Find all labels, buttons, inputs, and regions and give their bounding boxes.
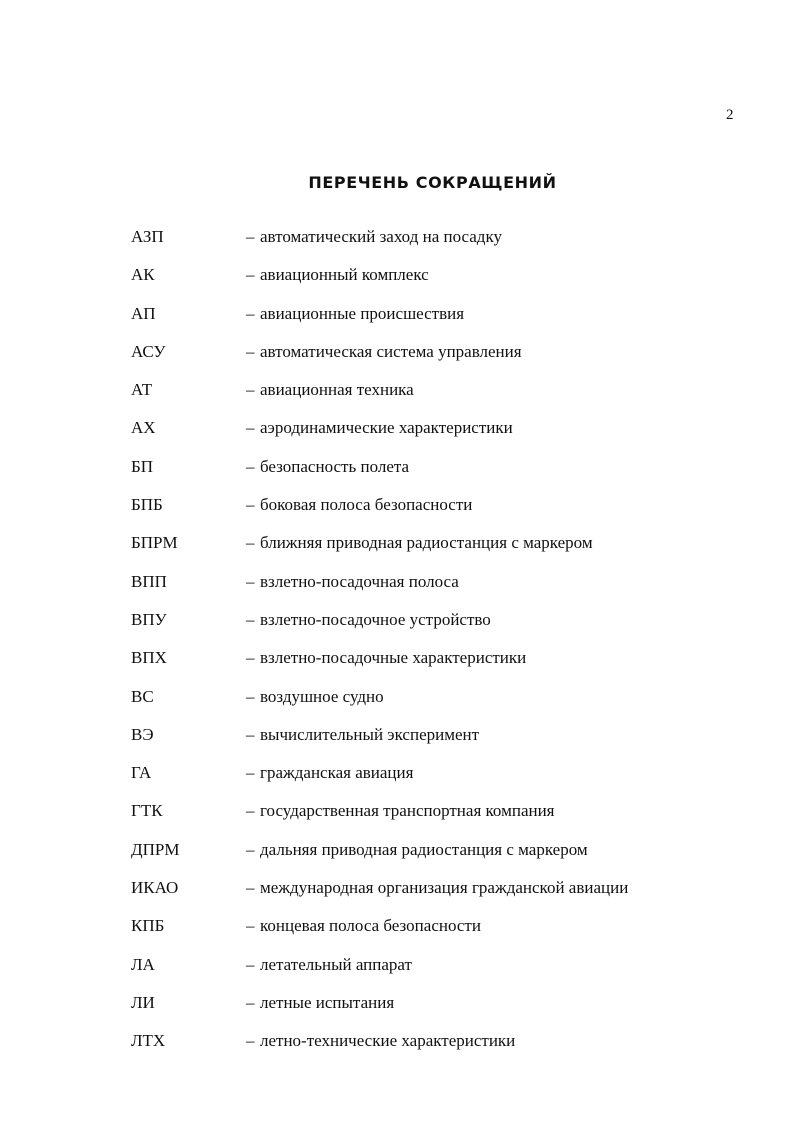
abbreviation-term: АК xyxy=(131,265,155,285)
abbreviation-row xyxy=(0,758,793,796)
abbreviation-term: ИКАО xyxy=(131,878,179,898)
abbreviation-term: ЛА xyxy=(131,954,155,974)
abbreviation-term: КПБ xyxy=(131,916,165,936)
abbreviation-definition: аэродинамические характеристики xyxy=(260,418,513,438)
abbreviation-dash: – xyxy=(246,801,255,821)
abbreviation-dash: – xyxy=(246,380,255,400)
abbreviation-term: БПБ xyxy=(131,495,163,515)
abbreviation-definition: летные испытания xyxy=(260,992,395,1012)
abbreviation-definition: авиационный комплекс xyxy=(260,265,429,285)
abbreviation-row xyxy=(0,260,793,298)
abbreviation-row xyxy=(0,528,793,566)
abbreviation-dash: – xyxy=(246,992,255,1012)
page-title: ПЕРЕЧЕНЬ СОКРАЩЕНИЙ xyxy=(308,173,557,192)
abbreviation-row xyxy=(0,452,793,490)
abbreviation-row xyxy=(0,490,793,528)
abbreviation-definition: летательный аппарат xyxy=(260,954,412,974)
abbreviation-row xyxy=(0,835,793,873)
abbreviation-term: АТ xyxy=(131,380,153,400)
abbreviation-row xyxy=(0,413,793,451)
abbreviation-row xyxy=(0,988,793,1026)
abbreviation-dash: – xyxy=(246,495,255,515)
abbreviation-term: АЗП xyxy=(131,227,164,246)
abbreviation-definition: авиационные происшествия xyxy=(260,303,465,323)
abbreviation-dash: – xyxy=(246,303,255,323)
abbreviation-term: ДПРМ xyxy=(131,839,180,859)
abbreviation-row xyxy=(0,222,793,260)
abbreviation-dash: – xyxy=(246,533,255,553)
abbreviation-row xyxy=(0,911,793,949)
abbreviation-row xyxy=(0,299,793,337)
abbreviation-definition: ближняя приводная радиостанция с маркером xyxy=(260,533,593,553)
abbreviation-dash: – xyxy=(246,648,255,668)
abbreviation-row xyxy=(0,337,793,375)
abbreviation-dash: – xyxy=(246,954,255,974)
abbreviation-term: ГА xyxy=(131,763,152,783)
abbreviation-row xyxy=(0,567,793,605)
abbreviation-definition: боковая полоса безопасности xyxy=(260,495,473,515)
abbreviation-term: ВПУ xyxy=(131,609,167,629)
abbreviation-dash: – xyxy=(246,1031,255,1051)
abbreviation-row xyxy=(0,1026,793,1064)
abbreviation-list xyxy=(0,222,793,1065)
abbreviation-dash: – xyxy=(246,456,255,476)
abbreviation-dash: – xyxy=(246,916,255,936)
abbreviation-definition: международная организация гражданской авиации xyxy=(260,878,629,898)
abbreviation-row xyxy=(0,643,793,681)
abbreviation-dash: – xyxy=(246,878,255,898)
abbreviation-term: АСУ xyxy=(131,341,166,361)
abbreviation-row xyxy=(0,375,793,413)
abbreviation-row xyxy=(0,720,793,758)
abbreviation-definition: взлетно-посадочное устройство xyxy=(260,609,491,629)
abbreviation-term: АХ xyxy=(131,418,156,438)
abbreviation-dash: – xyxy=(246,763,255,783)
abbreviation-row xyxy=(0,605,793,643)
abbreviation-dash: – xyxy=(246,609,255,629)
abbreviation-definition: автоматическая система управления xyxy=(260,341,522,361)
abbreviation-term: ЛИ xyxy=(131,992,155,1012)
abbreviation-term: БПРМ xyxy=(131,533,178,553)
abbreviation-dash: – xyxy=(246,686,255,706)
abbreviation-dash: – xyxy=(246,571,255,591)
abbreviation-term: ВПХ xyxy=(131,648,167,668)
abbreviation-definition: концевая полоса безопасности xyxy=(260,916,481,936)
abbreviation-definition: безопасность полета xyxy=(260,456,410,476)
abbreviation-dash: – xyxy=(246,839,255,859)
abbreviation-dash: – xyxy=(246,265,255,285)
abbreviation-row xyxy=(0,796,793,834)
abbreviation-row xyxy=(0,873,793,911)
abbreviation-term: ЛТХ xyxy=(131,1031,166,1051)
abbreviation-row xyxy=(0,682,793,720)
abbreviation-term: БП xyxy=(131,456,154,476)
abbreviation-row xyxy=(0,950,793,988)
abbreviation-definition: гражданская авиация xyxy=(260,763,414,783)
abbreviation-definition: государственная транспортная компания xyxy=(260,801,555,821)
abbreviation-term: ВЭ xyxy=(131,724,154,744)
abbreviation-dash: – xyxy=(246,418,255,438)
abbreviation-term: ВПП xyxy=(131,571,167,591)
abbreviation-definition: взлетно-посадочная полоса xyxy=(260,571,459,591)
abbreviation-definition: взлетно-посадочные характеристики xyxy=(260,648,527,668)
abbreviation-term: ГТК xyxy=(131,801,163,821)
page-number: 2 xyxy=(726,107,734,123)
abbreviation-definition: дальняя приводная радиостанция с маркером xyxy=(260,839,588,859)
abbreviation-definition: вычислительный эксперимент xyxy=(260,724,480,744)
abbreviation-definition: летно-технические характеристики xyxy=(260,1031,516,1051)
abbreviation-definition: авиационная техника xyxy=(260,380,414,400)
abbreviation-dash: – xyxy=(246,341,255,361)
abbreviation-dash: – xyxy=(246,724,255,744)
abbreviation-dash: – xyxy=(246,227,255,246)
abbreviation-definition: автоматический заход на посадку xyxy=(260,227,502,246)
abbreviation-term: АП xyxy=(131,303,156,323)
abbreviation-definition: воздушное судно xyxy=(260,686,384,706)
abbreviation-term: ВС xyxy=(131,686,154,706)
